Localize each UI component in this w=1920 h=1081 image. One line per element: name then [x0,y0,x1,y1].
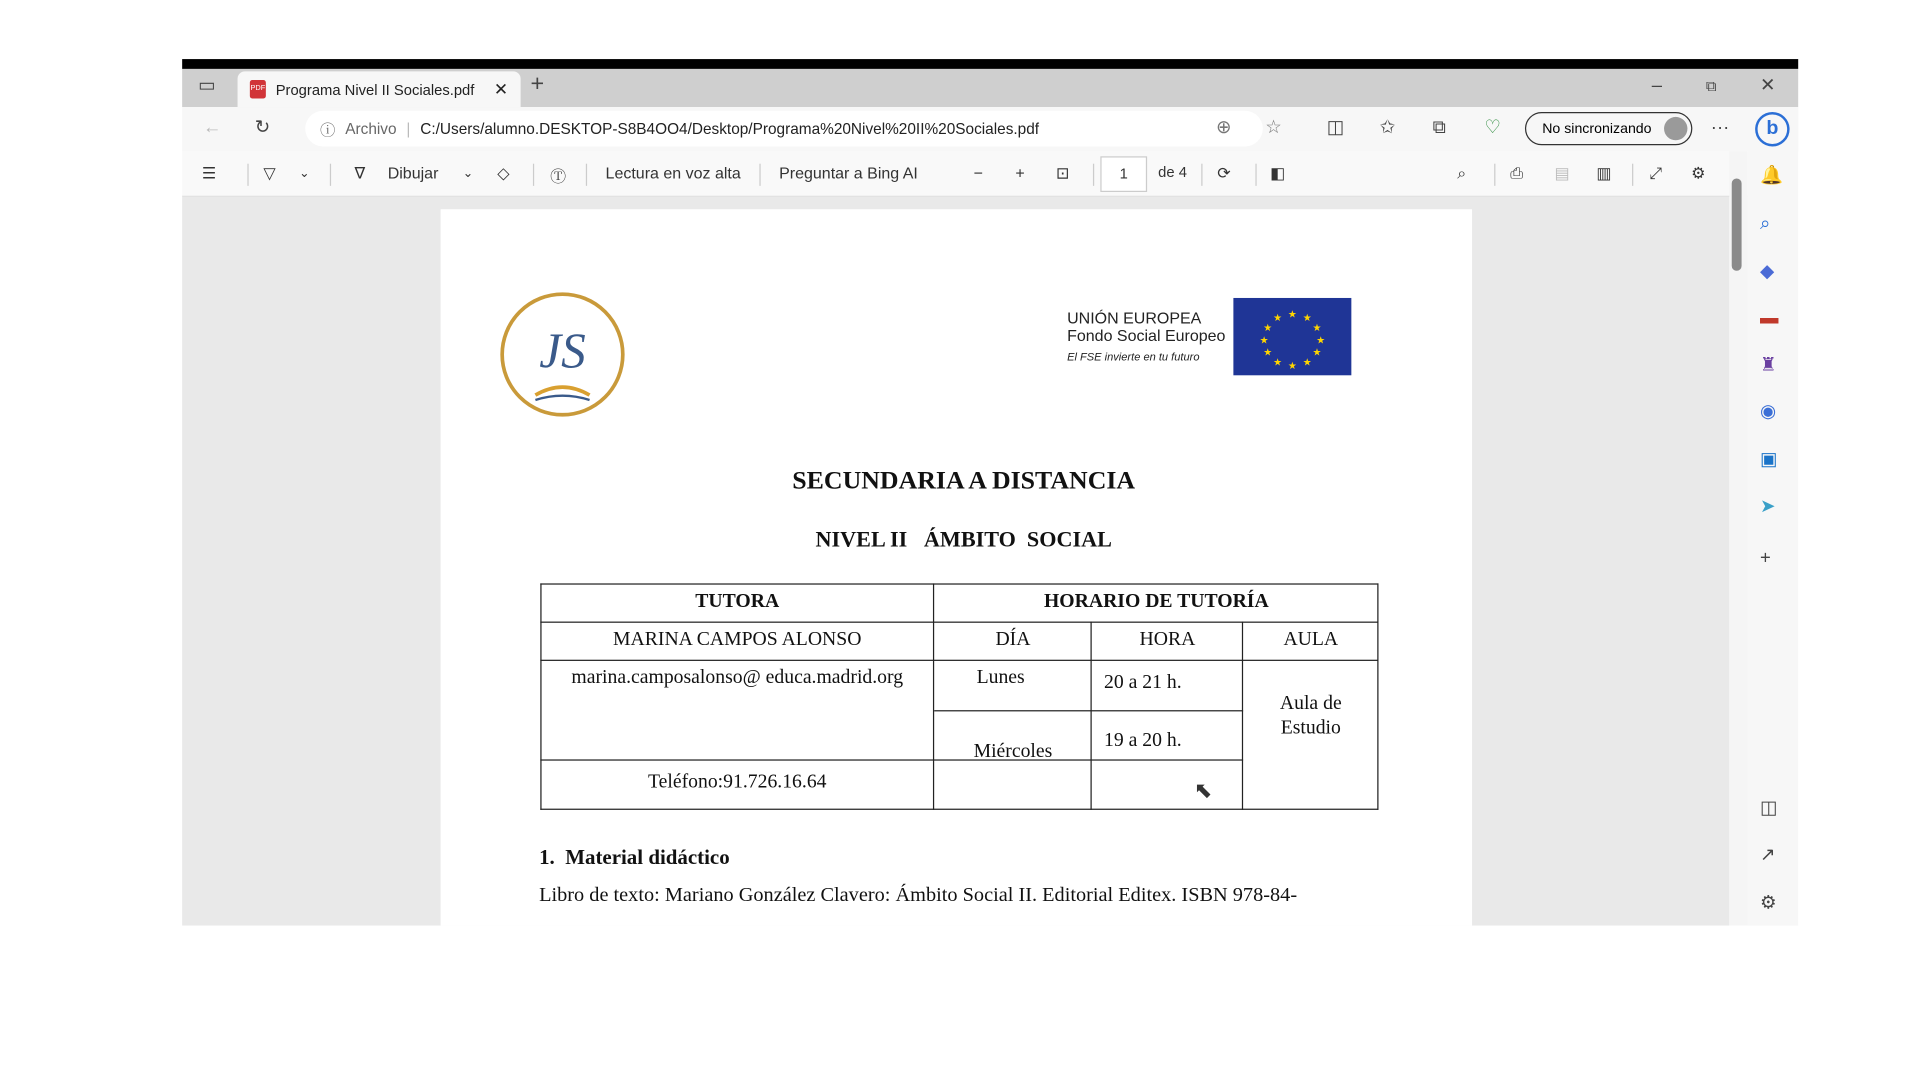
section-text: Libro de texto: Mariano González Clavero: Ámbito Social II. Editorial Editex. ISBN 978-84- [539,882,1298,906]
refresh-icon[interactable]: ↻ [254,116,271,138]
profile-button[interactable] [1525,112,1692,145]
svg-text:★: ★ [1302,357,1312,369]
day-1: Lunes [976,667,1025,689]
tab-pdf[interactable] [238,71,521,107]
restore-icon[interactable]: ⧉ [1705,77,1717,95]
print-icon[interactable]: ⎙ [1510,163,1523,183]
outlook-icon[interactable]: ▣ [1760,449,1778,471]
pdf-icon: PDF [250,80,266,98]
highlight-icon[interactable]: ▽ [263,163,276,183]
day-2: Miércoles [973,740,1053,762]
add-icon[interactable]: + [1760,547,1771,569]
document-subtitle: NIVEL II ÁMBITO SOCIAL [815,526,1112,552]
window-top-edge [182,59,1798,69]
split-screen-icon[interactable]: ◫ [1326,116,1345,138]
collections-icon[interactable]: ⧉ [1432,116,1446,138]
svg-text:★: ★ [1273,357,1282,369]
sidebar-settings-icon[interactable]: ⚙ [1760,892,1777,914]
hour-2: 19 a 20 h. [1104,729,1182,751]
save-icon[interactable]: ▤ [1554,163,1570,183]
svg-text:★: ★ [1316,335,1326,347]
contents-icon[interactable]: ☰ [201,163,217,183]
favorite-star-icon[interactable]: ☆ [1265,116,1282,138]
settings-icon[interactable]: ⚙ [1691,163,1706,183]
close-tab-icon[interactable]: ✕ [493,78,509,99]
svg-text:★: ★ [1302,313,1312,325]
tutor-email: marina.camposalonso@ educa.madrid.org [571,667,904,689]
sidebar-toggle-icon[interactable]: ◫ [1760,797,1778,819]
draw-dropdown-icon[interactable]: ⌄ [462,167,474,181]
hour-1: 20 a 21 h. [1104,672,1182,693]
page-number-input[interactable]: 1 [1100,156,1147,192]
draw-icon[interactable]: ∇ [354,163,366,183]
zoom-icon[interactable]: ⊕ [1216,116,1232,138]
back-icon[interactable]: ← [203,116,222,138]
pdf-toolbar [182,151,1748,197]
fullscreen-icon[interactable]: ⤢ [1649,163,1663,183]
text-icon[interactable]: Ⓣ [550,167,567,186]
page-view-icon[interactable]: ◧ [1270,163,1286,183]
mouse-cursor-icon: ⬉ [1193,777,1213,803]
minimize-icon[interactable]: – [1651,75,1663,97]
info-icon: ⓘ [320,121,336,139]
divider: | [406,120,411,138]
document-title: SECUNDARIA A DISTANCIA [792,465,1136,495]
tab-title: Programa Nivel II Sociales.pdf [275,80,475,98]
svg-text:★: ★ [1263,347,1273,359]
eu-text [1067,310,1225,365]
header-tutora: TUTORA [695,590,780,612]
favorites-icon[interactable]: ✩ [1379,116,1396,138]
address-bar[interactable] [305,111,1282,147]
pdf-page [441,209,1472,925]
eu-flag [1233,298,1351,376]
fit-page-icon[interactable]: ⊡ [1056,163,1070,183]
rotate-icon[interactable]: ⟳ [1217,163,1231,183]
avatar [1664,117,1687,140]
svg-text:★: ★ [1273,313,1282,325]
external-link-icon[interactable]: ↗ [1760,844,1776,866]
new-tab-icon[interactable]: + [530,71,545,98]
eu-line-1: UNIÓN EUROPEA [1067,308,1202,328]
tutor-phone: Teléfono:91.726.16.64 [647,771,827,793]
search-sidebar-icon[interactable]: ⌕ [1760,212,1771,234]
scrollbar-thumb[interactable] [1732,178,1742,270]
zoom-out-icon[interactable]: − [973,163,983,183]
svg-text:★: ★ [1312,347,1322,359]
eu-line-2: Fondo Social Europeo [1067,326,1226,345]
highlight-dropdown-icon[interactable]: ⌄ [299,167,310,181]
office-icon[interactable]: ◉ [1760,401,1777,423]
tools-icon[interactable]: ▬ [1760,307,1779,329]
svg-text:★: ★ [1287,309,1297,321]
header-dia: DÍA [995,628,1031,650]
svg-text:JS: JS [539,322,586,378]
svg-text:★: ★ [1263,323,1273,335]
svg-text:★: ★ [1312,323,1322,335]
eraser-icon[interactable]: ◇ [497,163,510,183]
save-as-icon[interactable]: ▥ [1596,163,1612,183]
url-text[interactable]: C:/Users/alumno.DESKTOP-S8B4OO4/Desktop/Programa%20Nivel%20II%20Sociales.pdf [420,120,1040,138]
close-window-icon[interactable]: ✕ [1760,75,1776,97]
header-hora: HORA [1139,628,1196,650]
school-logo [498,290,626,418]
search-icon[interactable]: ⌕ [1457,163,1467,183]
bing-icon[interactable]: b [1755,112,1789,146]
section-heading: 1. Material didáctico [539,845,730,869]
aula: Aula de Estudio [1279,692,1342,739]
page-total: de 4 [1158,163,1187,181]
games-icon[interactable]: ♜ [1760,354,1777,376]
tab-actions-icon[interactable]: ▭ [198,75,216,97]
tutoring-table [540,583,1378,809]
read-aloud-button[interactable]: Lectura en voz alta [605,163,741,183]
svg-text:★: ★ [1287,361,1297,373]
more-icon[interactable]: ··· [1710,116,1730,138]
bell-icon[interactable]: 🔔 [1760,164,1784,186]
address-prefix: Archivo [345,120,397,138]
header-aula: AULA [1283,628,1339,650]
svg-text:★: ★ [1259,335,1269,347]
header-horario: HORARIO DE TUTORÍA [1043,590,1269,612]
tutor-name: MARINA CAMPOS ALONSO [613,628,862,650]
pdf-viewport [182,197,1729,926]
browser-health-icon[interactable]: ♡ [1484,116,1501,138]
draw-button[interactable]: Dibujar [387,163,439,183]
tag-icon[interactable]: ◆ [1760,260,1775,282]
zoom-in-icon[interactable]: + [1015,163,1025,183]
edge-sidebar [1748,107,1798,925]
ask-bing-button[interactable]: Preguntar a Bing AI [779,163,918,183]
eu-line-3: El FSE invierte en tu futuro [1067,350,1200,364]
send-icon[interactable]: ➤ [1760,496,1776,517]
profile-label: No sincronizando [1542,121,1652,137]
